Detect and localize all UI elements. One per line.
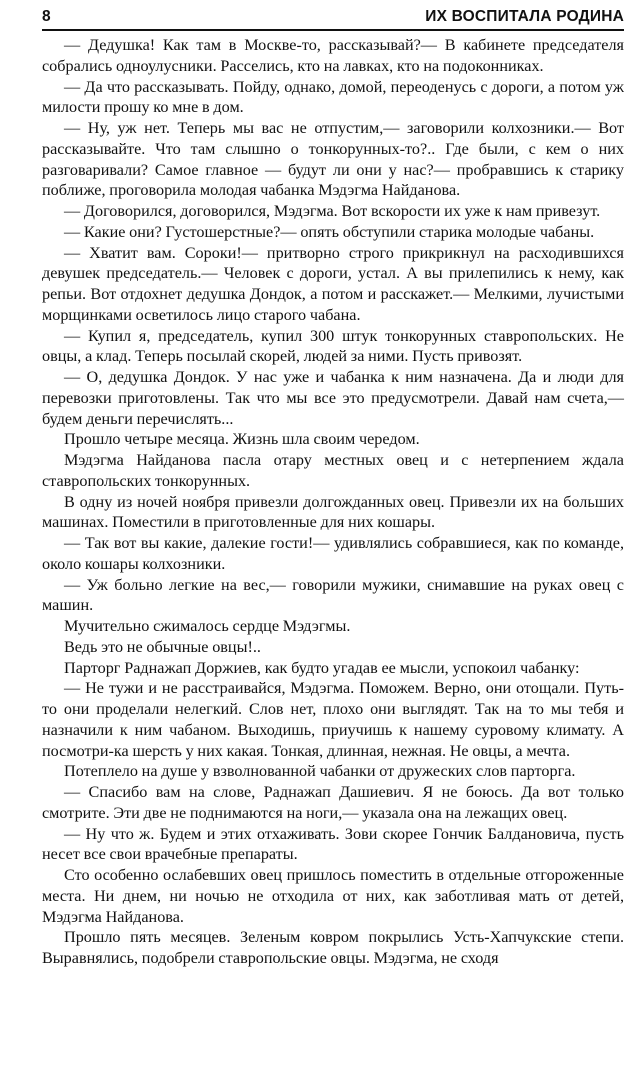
running-head: [42, 6, 624, 28]
paragraph: Парторг Раднажап Доржиев, как будто угадав ее мысли, успокоил чабанку:: [64, 658, 580, 677]
paragraph: — Хватит вам. Сороки!— притворно строго прикрикнул на расходившихся девушек председатель.— Человек с дороги, устал. А вы прилепились к нему, как репьи. Вот отдохнет дедушка Дондок, а потом и расскажет.— Мелкими, лучистыми морщинками осветилось лицо старого чабана.: [42, 243, 624, 324]
paragraph: — Договорился, договорился, Мэдэгма. Вот вскорости их уже к нам привезут.: [64, 202, 601, 220]
paragraph: — Не тужи и не расстраивайся, Мэдэгма. Поможем. Верно, они отощали. Путь-то они проделали нелегкий. Слов нет, плохо они выглядят. Так на то мы тебя и назначили к ним чабаном. Выходишь, приучишь к нашему суровому климату. А посмотри-ка шерсть у них какая. Тонкая, длинная, нежная. Не овцы, а мечта.: [42, 679, 624, 760]
paragraph: — Ну что ж. Будем и этих отхаживать. Зови скорее Гончик Балдановича, пусть несет все свои врачебные препараты.: [42, 824, 624, 864]
paragraph: — Спасибо вам на слове, Раднажап Дашиевич. Я не боюсь. Да вот только смотрите. Эти две не поднимаются на ноги,— указала она на лежащих овец.: [42, 783, 624, 822]
paragraph: — Ну, уж нет. Теперь мы вас не отпустим,— заговорили колхозники.— Вот рассказывайте. Что там слышно о тонкорунных-то?.. Где были, с кем о них разговаривали? Самое главное — будут ли они у нас?— пробравшись к старику поближе, проговорила молодая чабанка Мэдэгма Найданова.: [42, 119, 624, 200]
paragraph: Прошло четыре месяца. Жизнь шла своим чередом.: [64, 430, 420, 449]
running-title: ИХ ВОСПИТАЛА РОДИНА: [425, 8, 624, 25]
paragraph: Потеплело на душе у взволнованной чабанки от дружеских слов парторга.: [64, 762, 576, 781]
paragraph: — Да что рассказывать. Пойду, однако, домой, переоденусь с дороги, а потом уж милости прошу ко мне в дом.: [42, 77, 624, 117]
paragraph: — Уж больно легкие на вес,— говорили мужики, снимавшие на руках овец с машин.: [42, 575, 624, 615]
paragraph: — Дедушка! Как там в Москве-то, рассказывай?— В кабинете председателя собрались одноулусники. Расселись, кто на лавках, кто на подоконниках.: [42, 36, 624, 75]
body-text: [42, 35, 624, 969]
paragraph: — Купил я, председатель, купил 300 штук тонкорунных ставропольских. Не овцы, а клад. Теперь посылай скорей, людей за ними. Пусть привозят.: [42, 326, 624, 366]
paragraph: Прошло пять месяцев. Зеленым ковром покрылись Усть-Хапчукские степи. Выравнялись, подобрели ставропольские овцы. Мэдэгма, не сходя: [42, 928, 624, 967]
paragraph: — Какие они? Густошерстные?— опять обступили старика молодые чабаны.: [64, 222, 595, 241]
header-rule: [42, 29, 624, 31]
paragraph: В одну из ночей ноября привезли долгожданных овец. Привезли их на больших машинах. Поместили в приготовленные для них кошары.: [42, 492, 624, 532]
paragraph: Сто особенно ослабевших овец пришлось поместить в отдельные отгороженные места. Ни днем, ни ночью не отходила от них, как заботливая мать от детей, Мэдэгма Найданова.: [42, 866, 624, 926]
paragraph: — О, дедушка Дондок. У нас уже и чабанка к ним назначена. Да и люди для перевозки приготовлены. Так что мы все это предусмотрели. Давай нам счета,— будем деньги перечислять...: [42, 368, 624, 428]
book-page: [42, 0, 624, 1076]
paragraph: Мучительно сжималось сердце Мэдэгмы.: [64, 617, 351, 635]
paragraph: Мэдэгма Найданова пасла отару местных овец и с нетерпением ждала ставропольских тонкорунных.: [42, 451, 624, 490]
page-number: 8: [42, 8, 51, 25]
paragraph: Ведь это не обычные овцы!..: [64, 637, 261, 656]
paragraph: — Так вот вы какие, далекие гости!— удивлялись собравшиеся, как по команде, около кошары колхозники.: [42, 534, 624, 573]
